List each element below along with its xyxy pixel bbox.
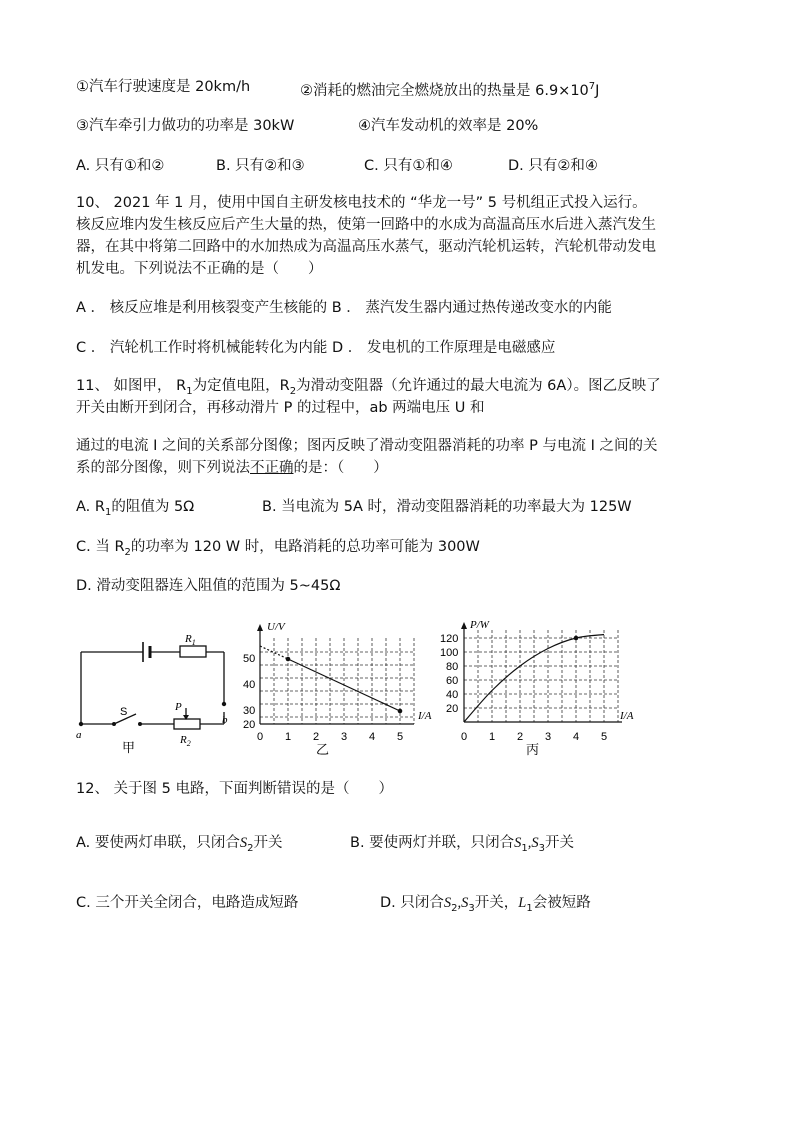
q9-choice-a: A. 只有①和② [76,158,165,174]
graph-bing-xlabel: I/A [620,710,634,722]
q10-line-1: 10、 2021 年 1 月，使用中国自主研发核电技术的 “华龙一号” 5 号机组正式投入运行。 [76,195,647,211]
graph-yi-ytick: 50 [243,653,256,665]
q10-option-cd: C ． 汽轮机工作时将机械能转化为内能 D ． 发电机的工作原理是电磁感应 [76,340,556,356]
graph-bing-caption: 丙 [526,742,540,757]
graph-yi-xlabel: I/A [418,710,432,722]
graph-bing-point [574,636,579,641]
q10-line-3: 器，在其中将第二回路中的水加热成为高温高压水蒸气，驱动汽轮机运转，汽轮机带动发电 [76,239,656,255]
r1-label: $R_1$ [185,633,196,647]
graph-yi-xtick: 3 [341,731,348,743]
q9-statement-4: ④汽车发动机的效率是 20% [358,118,539,134]
q11-option-a: A. $R_1$的阻值为 5Ω [76,499,195,518]
graph-yi-ytick: 20 [243,719,256,731]
q10-option-ab: A ． 核反应堆是利用核裂变产生核能的 B ． 蒸汽发生器内通过热传递改变水的内能 [76,300,612,316]
graph-bing-xtick: 0 [461,731,468,743]
q9-choice-d: D. 只有②和④ [508,158,598,174]
graph-yi-ylabel: U/V [267,621,285,633]
graph-bing-ytick: 80 [446,661,459,673]
graph-bing-xtick: 2 [517,731,524,743]
graph-bing-grid [464,630,618,722]
graph-bing-ytick: 100 [440,647,459,659]
graph-bing-ytick: 40 [446,689,459,701]
q9-statement-2: ②消耗的燃油完全燃烧放出的热量是 $6.9\times 10^7J$ [300,81,600,99]
q12-option-a: A. 要使两灯串联，只闭合$S_2$开关 [76,835,283,854]
graph-yi-grid [260,638,414,724]
q9-choice-b: B. 只有②和③ [216,158,305,174]
circuit-caption: 甲 [122,740,136,755]
q11-option-d: D. 滑动变阻器连入阻值的范围为 5~45Ω [76,578,341,594]
q9-choice-c: C. 只有①和④ [364,158,453,174]
graph-yi-dashed-segment [260,646,288,659]
q10-line-2: 核反应堆内发生核反应后产生大量的热，使第一回路中的水成为高温高压水后进入蒸汽发生 [76,217,656,233]
graph-yi-xtick: 5 [397,731,404,743]
graph-yi-plot [260,646,402,713]
q9-statement-3: ③汽车牵引力做功的功率是 30kW [76,118,295,134]
q12-option-b: B. 要使两灯并联，只闭合$S_1,S_3$开关 [350,835,575,854]
graph-yi-point [286,657,291,662]
q12-option-d: D. 只闭合$S_2,S_3$开关，$L_1$会被短路 [380,895,591,914]
graph-yi-ytick: 30 [243,705,256,717]
q10-line-4: 机发电。下列说法不正确的是（ ） [76,261,323,277]
q12-title: 12、 关于图 5 电路，下面判断错误的是（ ） [76,781,394,797]
terminal-b-label: b [222,714,228,726]
graph-bing-ytick: 120 [440,633,459,645]
graph-yi-point [398,709,403,714]
graph-yi-caption: 乙 [316,742,330,757]
graph-bing-ytick: 20 [446,703,459,715]
q11-line-1: 11、 如图甲， $R_1$为定值电阻，$R_2$为滑动变阻器（允许通过的最大电流为 6A）。图乙反映了 [76,378,661,397]
circuit-jia [81,642,224,729]
graph-yi-xtick: 2 [313,731,320,743]
graph-yi-xtick: 4 [369,731,376,743]
q9-statement-1: ①汽车行驶速度是 20km/h [76,79,251,95]
graph-yi-xtick: 0 [257,731,264,743]
graph-bing-ytick: 60 [446,675,459,687]
q11-option-b: B. 当电流为 5A 时，滑动变阻器消耗的功率最大为 125W [262,499,632,515]
q11-line-4: 系的部分图像，则下列说法不正确的是：（ ） [76,460,388,476]
graph-bing-xtick: 5 [601,731,608,743]
q11-option-c: C. 当 $R_2$的功率为 120 W 时，电路消耗的总功率可能为 300W [76,539,480,558]
q11-line-2: 开关由断开到闭合，再移动滑片 P 的过程中，ab 两端电压 U 和 [76,400,485,416]
slider-label: P [175,701,182,713]
r2-label: $R_2$ [180,734,191,748]
terminal-a-label: a [76,729,82,741]
graph-bing-xtick: 3 [545,731,552,743]
switch-label: S [120,706,128,718]
graph-bing-xtick: 4 [573,731,580,743]
q11-line-3: 通过的电流 I 之间的关系部分图像；图丙反映了滑动变阻器消耗的功率 P 与电流 I 之间的关 [76,438,658,454]
graph-yi-ytick: 40 [243,679,256,691]
q12-option-c: C. 三个开关全闭合，电路造成短路 [76,895,299,911]
graph-yi-xtick: 1 [285,731,292,743]
graph-bing-xtick: 1 [489,731,496,743]
graph-bing-ylabel: P/W [470,619,489,631]
q11-figure [72,616,642,764]
